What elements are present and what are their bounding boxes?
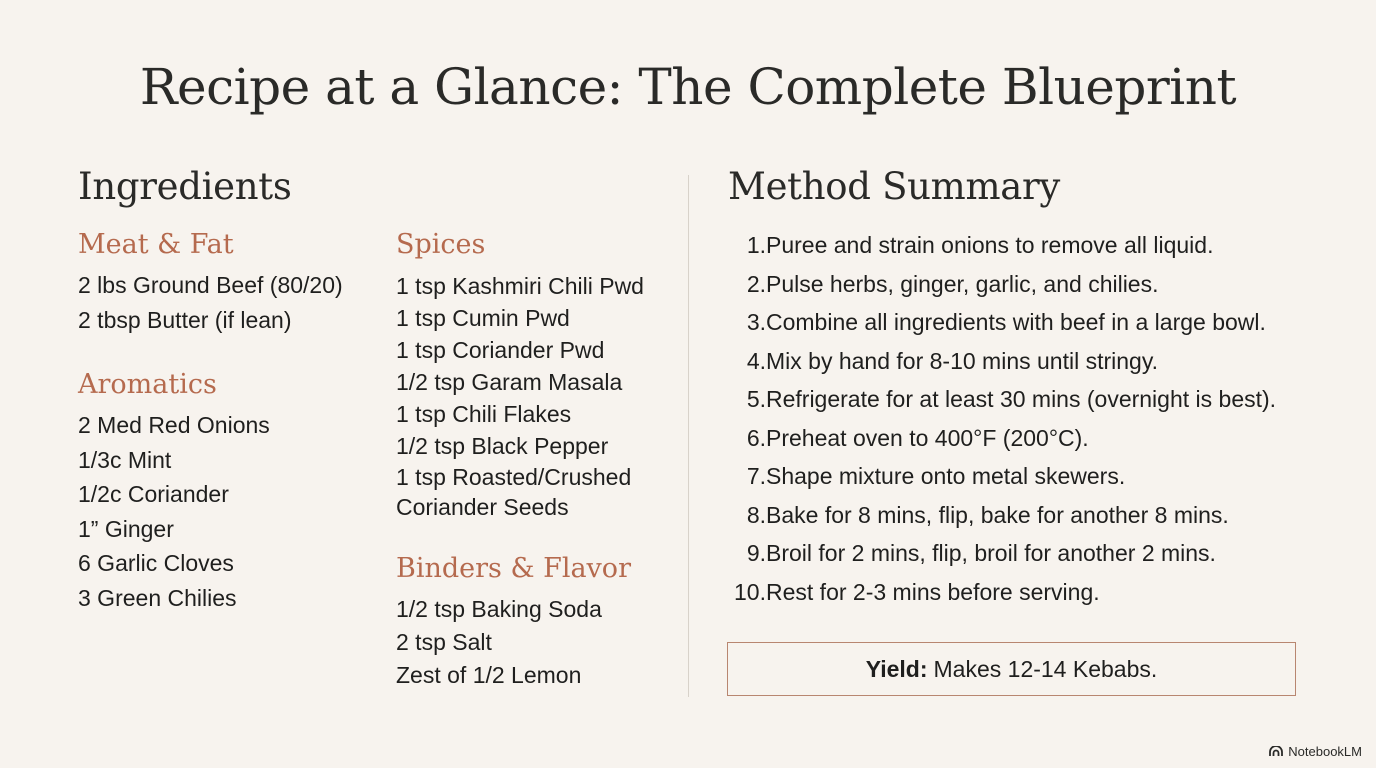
aromatics-heading: Aromatics <box>78 369 217 400</box>
step-number: 1. <box>746 232 766 258</box>
method-step <box>728 226 1276 265</box>
method-step <box>728 419 1276 458</box>
step-text: Refrigerate for at least 30 mins (overnight is best). <box>766 386 1277 412</box>
binders-flavor-heading: Binders & Flavor <box>396 553 631 584</box>
step-text: Puree and strain onions to remove all liquid. <box>766 232 1214 258</box>
method-step <box>728 303 1276 342</box>
step-number: 6. <box>746 424 766 451</box>
list-item: 1/2c Coriander <box>78 481 229 507</box>
method-step <box>728 342 1276 381</box>
step-text: Preheat oven to 400°F (200°C). <box>766 424 1089 451</box>
list-item: 1 tsp Cumin Pwd <box>396 305 570 331</box>
step-number: 3. <box>746 309 766 335</box>
step-text: Rest for 2-3 mins before serving. <box>766 578 1100 605</box>
binders-flavor-list <box>396 593 602 692</box>
method-step <box>728 380 1276 419</box>
method-steps-list <box>728 226 1276 611</box>
yield-label: Yield: <box>865 655 928 682</box>
meat-fat-list <box>78 268 343 337</box>
step-text: Broil for 2 mins, flip, broil for another 2 mins. <box>766 540 1216 566</box>
list-item: 2 tbsp Butter (if lean) <box>78 306 292 333</box>
method-step <box>728 573 1276 612</box>
list-item: 1 tsp Chili Flakes <box>396 401 572 427</box>
list-item: 1 tsp Roasted/Crushed Coriander Seeds <box>396 464 632 520</box>
method-step <box>728 534 1276 573</box>
list-item: 2 lbs Ground Beef (80/20) <box>78 272 343 298</box>
step-number: 7. <box>746 463 766 489</box>
yield-box <box>727 642 1296 696</box>
step-number: 2. <box>746 270 766 297</box>
step-number: 10. <box>734 578 766 605</box>
list-item: 2 Med Red Onions <box>78 412 270 438</box>
list-item: 1” Ginger <box>78 515 174 542</box>
brand-watermark <box>1269 744 1362 759</box>
list-item: 6 Garlic Cloves <box>78 550 234 576</box>
method-step <box>728 265 1276 304</box>
list-item: 1/2 tsp Baking Soda <box>396 596 602 622</box>
list-item: 1/2 tsp Garam Masala <box>396 369 623 395</box>
method-step <box>728 496 1276 535</box>
spices-list <box>396 270 666 522</box>
step-text: Mix by hand for 8-10 mins until stringy. <box>766 347 1159 374</box>
step-text: Pulse herbs, ginger, garlic, and chilies. <box>766 270 1159 297</box>
method-step <box>728 457 1276 496</box>
spices-heading: Spices <box>396 229 486 260</box>
step-number: 4. <box>746 347 766 374</box>
list-item: 1/3c Mint <box>78 446 172 473</box>
step-number: 8. <box>746 501 766 528</box>
notebooklm-logo-icon <box>1269 746 1283 757</box>
column-divider <box>688 175 689 697</box>
step-number: 9. <box>746 540 766 566</box>
list-item: 2 tsp Salt <box>396 629 492 655</box>
ingredients-heading: Ingredients <box>78 165 292 208</box>
step-text: Shape mixture onto metal skewers. <box>766 463 1126 489</box>
page-title: Recipe at a Glance: The Complete Blueprint <box>139 58 1237 116</box>
meat-fat-heading: Meat & Fat <box>78 229 234 260</box>
list-item: 1 tsp Kashmiri Chili Pwd <box>396 273 644 299</box>
brand-name: NotebookLM <box>1288 744 1362 759</box>
list-item: Zest of 1/2 Lemon <box>396 662 582 688</box>
list-item: 1/2 tsp Black Pepper <box>396 433 609 459</box>
method-summary-heading: Method Summary <box>728 165 1060 208</box>
step-number: 5. <box>746 386 766 412</box>
list-item: 1 tsp Coriander Pwd <box>396 337 605 363</box>
aromatics-list <box>78 408 270 615</box>
step-text: Bake for 8 mins, flip, bake for another 8 mins. <box>766 501 1229 528</box>
yield-text: Makes 12-14 Kebabs. <box>933 655 1158 682</box>
step-text: Combine all ingredients with beef in a large bowl. <box>766 309 1266 335</box>
list-item: 3 Green Chilies <box>78 584 237 611</box>
